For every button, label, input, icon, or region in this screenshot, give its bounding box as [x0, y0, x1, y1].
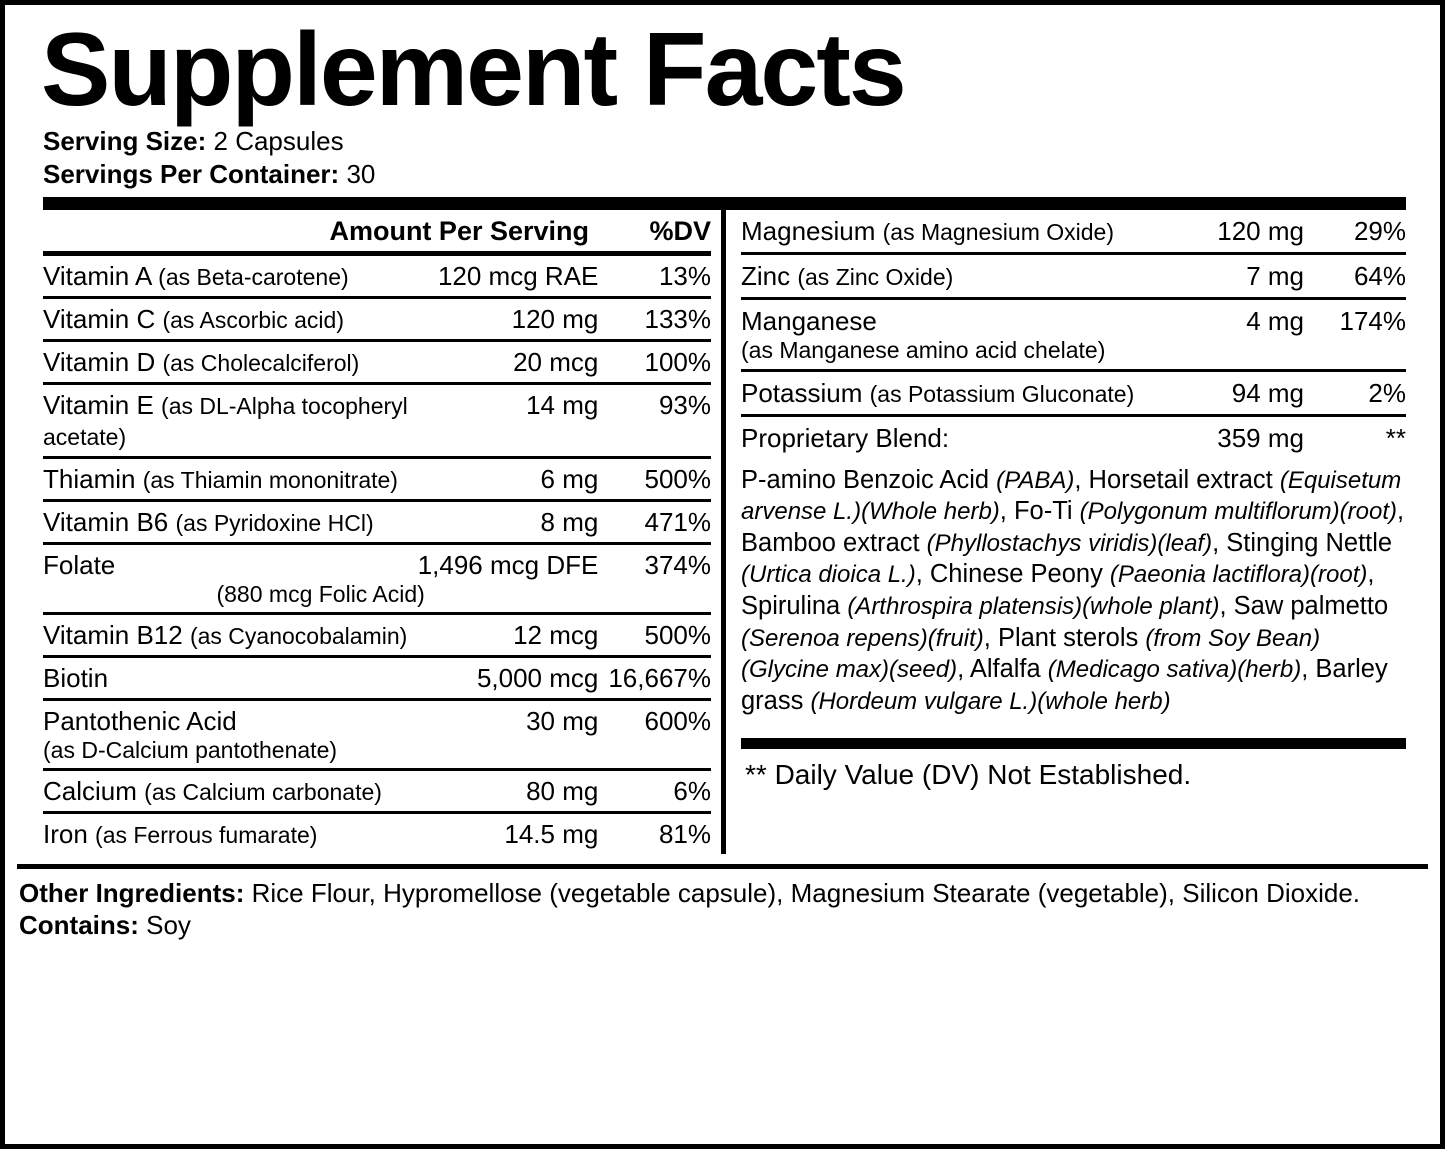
proprietary-blend-dv: ** — [1385, 422, 1406, 453]
divider-above-dv-note — [741, 738, 1406, 749]
nutrient-source: (as Zinc Oxide) — [797, 263, 954, 290]
nutrient-name: Calcium — [43, 775, 137, 806]
nutrient-source: (as DL-Alpha tocopheryl acetate) — [43, 392, 408, 450]
table-row — [43, 613, 711, 656]
nutrition-columns — [43, 210, 1406, 854]
nutrient-source: (as Beta-carotene) — [158, 263, 349, 290]
nutrient-amount: 20 mcg — [410, 340, 599, 383]
nutrient-amount: 94 mg — [1148, 370, 1304, 415]
nutrient-dv: 64% — [1304, 253, 1406, 298]
nutrient-source: (as Thiamin mononitrate) — [142, 466, 398, 493]
percent-dv-header: %DV — [649, 215, 711, 246]
table-row — [43, 297, 711, 340]
nutrient-name: Biotin — [43, 662, 109, 693]
table-row — [43, 457, 711, 500]
table-row — [741, 370, 1406, 415]
table-row — [43, 383, 711, 457]
other-ingredients-line — [19, 877, 1426, 909]
nutrient-subline: (as D-Calcium pantothenate) — [43, 737, 598, 770]
nutrient-name: Zinc — [741, 260, 791, 291]
nutrient-name: Potassium — [741, 377, 863, 408]
nutrient-amount: 30 mg — [526, 705, 599, 736]
nutrient-name: Pantothenic Acid — [43, 705, 237, 736]
nutrient-subline: (880 mcg Folic Acid) — [43, 581, 598, 614]
nutrient-amount: 120 mg — [410, 297, 599, 340]
table-row — [741, 210, 1406, 254]
nutrient-amount: 120 mcg RAE — [410, 256, 599, 298]
nutrient-dv: 16,667% — [598, 656, 711, 699]
proprietary-blend-body-row — [741, 459, 1406, 723]
nutrient-dv: 500% — [598, 613, 711, 656]
servings-per-container-value: 30 — [346, 158, 376, 189]
nutrient-amount: 1,496 mcg DFE — [417, 549, 599, 580]
nutrient-name: Vitamin C — [43, 303, 156, 334]
nutrient-dv: 374% — [644, 549, 711, 580]
other-ingredients-value: Rice Flour, Hypromellose (vegetable capsule), Magnesium Stearate (vegetable), Silicon Dioxide. — [244, 877, 1360, 908]
table-row-subline — [741, 337, 1406, 371]
table-row — [43, 256, 711, 298]
nutrient-name: Vitamin D — [43, 346, 156, 377]
nutrient-dv: 600% — [644, 705, 711, 736]
nutrient-name: Folate — [43, 549, 116, 580]
nutrient-dv: 81% — [658, 818, 711, 849]
nutrient-dv: 500% — [598, 457, 711, 500]
table-row — [43, 699, 711, 737]
divider-thick-top — [43, 197, 1406, 210]
nutrient-amount: 120 mg — [1148, 210, 1304, 254]
column-headers — [43, 210, 711, 251]
right-nutrient-table — [741, 210, 1406, 723]
nutrient-amount: 6 mg — [410, 457, 599, 500]
nutrient-dv: 471% — [598, 500, 711, 543]
amount-per-serving-header: Amount Per Serving — [329, 215, 589, 246]
nutrient-dv: 13% — [598, 256, 711, 298]
nutrient-source: (as Cholecalciferol) — [162, 349, 360, 376]
nutrient-name: Iron — [43, 818, 88, 849]
nutrient-source: (as Pyridoxine HCl) — [175, 509, 374, 536]
proprietary-blend-ingredients: P-amino Benzoic Acid (PABA), Horsetail extract (Equisetum arvense L.)(Whole herb), Fo-Ti (Polygonum multiflorum)(root), Bamboo extract (Phyllostachys viridis)(leaf), Stinging Nettle (Urtica dioica L.), Chinese Peony (Paeonia lactiflora)(root), Spirulina (Arthrospira platensis)(whole plant), Saw palmetto (Serenoa repens)(fruit), Plant sterols (from Soy Bean)(Glycine max)(seed), Alfalfa (Medicago sativa)(herb), Barley grass (Hordeum vulgare L.)(whole herb) — [741, 465, 1405, 715]
nutrient-name: Magnesium — [741, 215, 876, 246]
nutrient-name: Vitamin A — [43, 260, 151, 291]
table-row — [43, 656, 711, 699]
table-row — [741, 298, 1406, 337]
contains-label: Contains: — [19, 909, 139, 940]
proprietary-blend-label: Proprietary Blend: — [741, 422, 950, 453]
column-divider — [721, 210, 726, 854]
divider-footer — [17, 864, 1428, 869]
left-nutrient-table — [43, 256, 711, 854]
nutrient-dv: 6% — [598, 769, 711, 812]
nutrient-subline: (as Manganese amino acid chelate) — [741, 337, 1406, 371]
nutrient-dv: 29% — [1304, 210, 1406, 254]
proprietary-blend-amount: 359 mg — [1217, 422, 1304, 453]
contains-value: Soy — [138, 909, 191, 940]
table-row — [43, 500, 711, 543]
nutrient-name: Vitamin B6 — [43, 506, 169, 537]
table-row — [43, 769, 711, 812]
nutrient-dv: 100% — [598, 340, 711, 383]
footer-ingredients — [19, 877, 1426, 941]
nutrient-amount: 14.5 mg — [504, 818, 599, 849]
serving-size-line — [43, 125, 1418, 158]
nutrient-name: Thiamin — [43, 463, 136, 494]
table-row-subline — [43, 581, 711, 614]
nutrient-dv: 174% — [1339, 305, 1406, 336]
nutrient-name: Manganese — [741, 305, 877, 336]
servings-per-container-line — [43, 158, 1418, 191]
nutrient-source: (as Calcium carbonate) — [144, 778, 382, 805]
page-title: Supplement Facts — [41, 12, 905, 128]
nutrient-dv: 93% — [598, 383, 711, 457]
nutrient-dv: 2% — [1304, 370, 1406, 415]
table-row — [43, 812, 711, 854]
other-ingredients-label: Other Ingredients: — [19, 877, 245, 908]
nutrient-source: (as Ferrous fumarate) — [95, 821, 318, 848]
proprietary-blend-row — [741, 415, 1406, 459]
nutrient-amount: 12 mcg — [410, 613, 599, 656]
table-row-subline — [43, 737, 711, 770]
serving-size-value: 2 Capsules — [213, 126, 344, 157]
nutrient-name: Vitamin B12 — [43, 619, 183, 650]
table-row — [43, 543, 711, 581]
nutrient-amount: 5,000 mcg — [410, 656, 599, 699]
servings-per-container-label: Servings Per Container: — [43, 158, 340, 189]
nutrient-amount: 80 mg — [410, 769, 599, 812]
nutrient-dv: 133% — [598, 297, 711, 340]
contains-line — [19, 909, 1426, 941]
nutrient-source: (as Ascorbic acid) — [162, 306, 344, 333]
nutrient-amount: 7 mg — [1148, 253, 1304, 298]
nutrient-name: Vitamin E — [43, 389, 154, 420]
nutrient-source: (as Potassium Gluconate) — [869, 380, 1135, 407]
right-column — [735, 210, 1406, 854]
dv-not-established-note: ** Daily Value (DV) Not Established. — [745, 759, 1192, 791]
nutrient-amount: 14 mg — [410, 383, 599, 457]
nutrient-amount: 8 mg — [410, 500, 599, 543]
left-column — [43, 210, 721, 854]
serving-size-label: Serving Size: — [43, 126, 207, 157]
table-row — [741, 253, 1406, 298]
nutrient-source: (as Cyanocobalamin) — [189, 622, 408, 649]
table-row — [43, 340, 711, 383]
nutrient-amount: 4 mg — [1246, 305, 1304, 336]
nutrient-source: (as Magnesium Oxide) — [882, 218, 1114, 245]
